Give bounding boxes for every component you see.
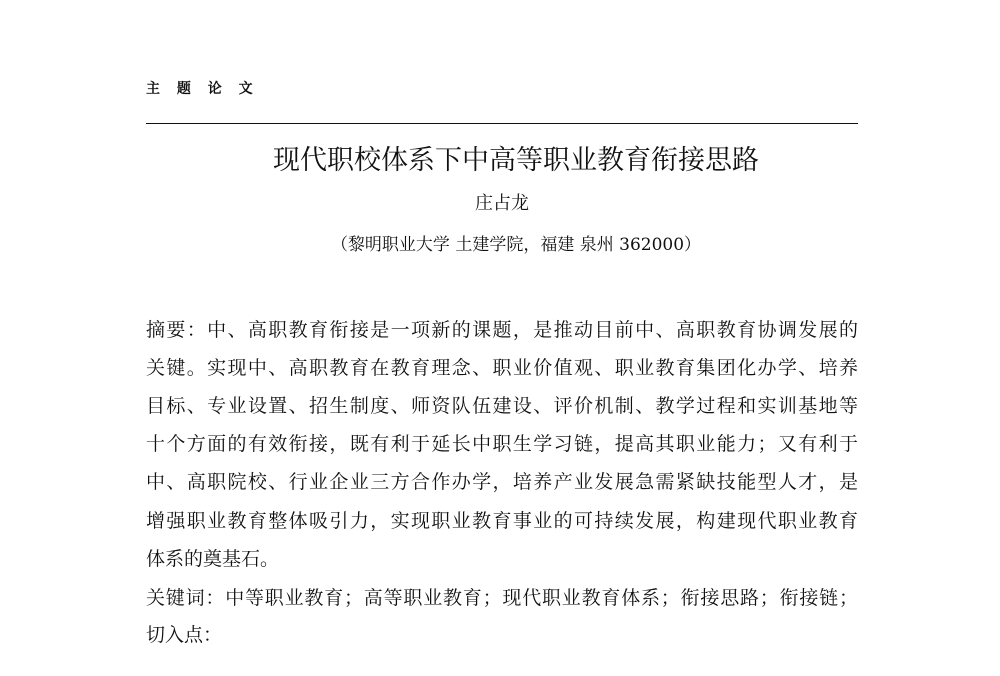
abstract-line: 目标、专业设置、招生制度、师资队伍建设、评价机制、教学过程和实训基地等 bbox=[146, 395, 858, 417]
keywords-line: 切入点： bbox=[146, 624, 223, 646]
header-rule bbox=[146, 123, 858, 124]
article-author: 庄占龙 bbox=[475, 193, 529, 214]
abstract-line: 十个方面的有效衔接，既有利于延长中职生学习链，提高其职业能力；又有利于 bbox=[146, 433, 858, 455]
abstract-line: 体系的奠基石。 bbox=[146, 548, 280, 570]
section-header: 主 题 论 文 bbox=[146, 81, 259, 97]
abstract-line: 关键。实现中、高职教育在教育理念、职业价值观、职业教育集团化办学、培养 bbox=[146, 357, 858, 379]
keywords-line: 关键词：中等职业教育；高等职业教育；现代职业教育体系；衔接思路；衔接链； bbox=[146, 587, 858, 609]
abstract-line: 摘要：中、高职教育衔接是一项新的课题，是推动目前中、高职教育协调发展的 bbox=[146, 319, 858, 341]
abstract-line: 增强职业教育整体吸引力，实现职业教育事业的可持续发展，构建现代职业教育 bbox=[146, 510, 858, 532]
abstract-line: 中、高职院校、行业企业三方合作办学，培养产业发展急需紧缺技能型人才，是 bbox=[146, 471, 858, 493]
article-affiliation: （黎明职业大学 土建学院，福建 泉州 362000） bbox=[330, 235, 702, 255]
article-title: 现代职校体系下中高等职业教育衔接思路 bbox=[273, 145, 759, 176]
